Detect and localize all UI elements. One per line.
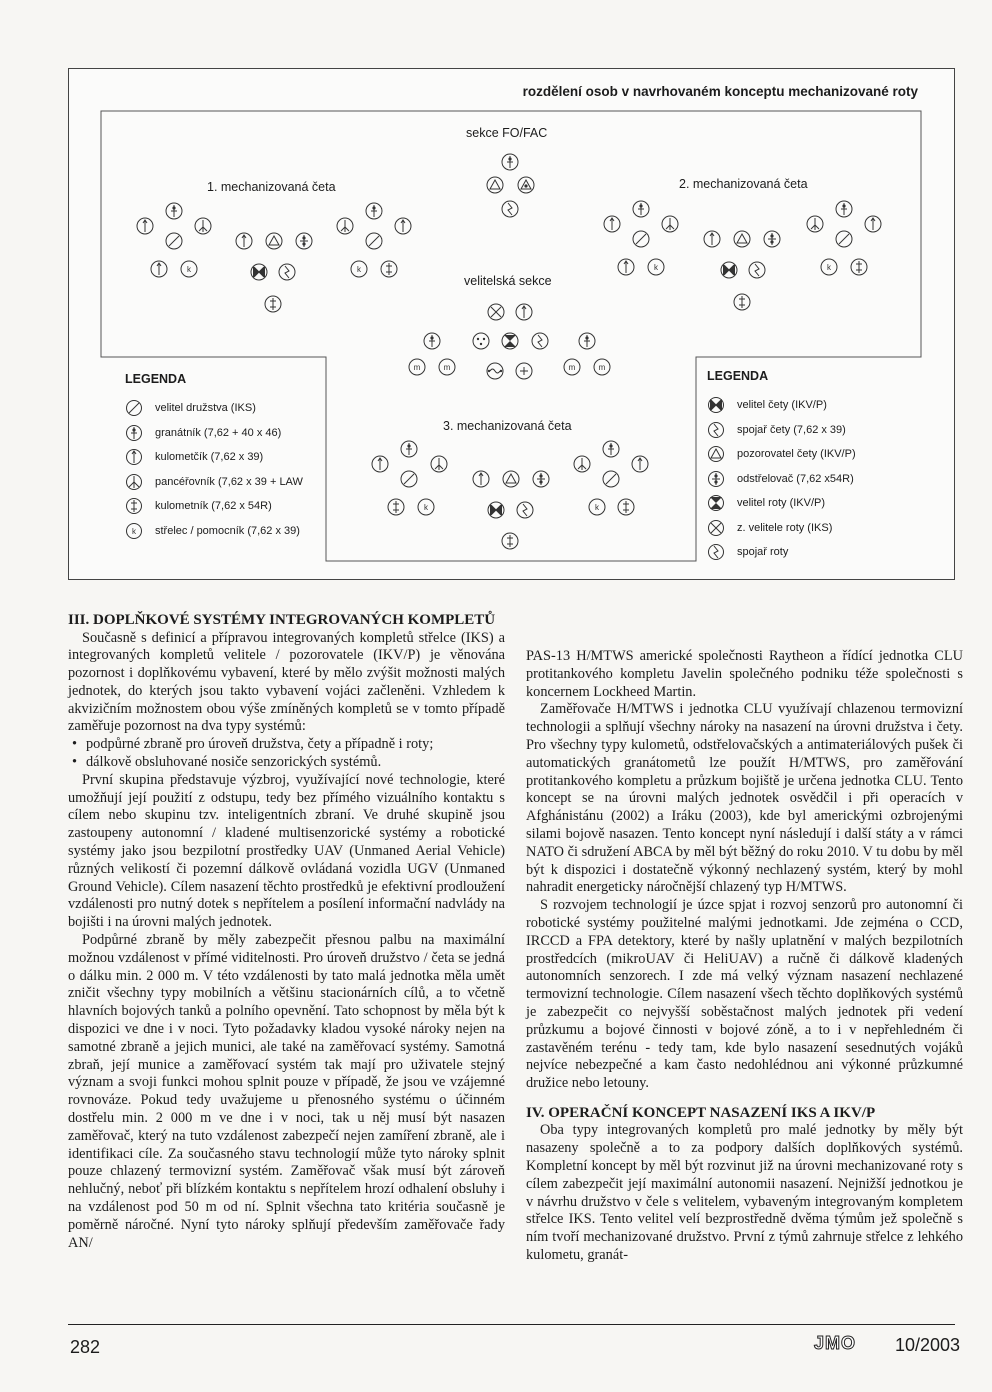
slash-circle-icon	[401, 471, 417, 487]
legend-item-label: střelec / pomocník (7,62 x 39)	[155, 524, 300, 537]
legend-item	[707, 491, 856, 516]
slash-circle-icon	[836, 231, 852, 247]
machine-gunner-icon	[704, 231, 720, 247]
peace-icon	[662, 216, 678, 232]
paragraph: PAS-13 H/MTWS americké společnosti Raytheon a řídící jednotka CLU protitankového kompletu Javelin společného podniku téže společnosti s koncernem Lockheed Martin.	[526, 648, 963, 700]
paragraph: Zaměřovače H/MTWS i jednotka CLU využívají chlazenou termovizní technologii a splňují všechny nároky na nasazení na úrovni družstva i čety. Pro všechny typy kulometů, odstřelovačských a antimateriálových pušek či automatických granátometů lze použít H/MTWS, pro zaměřování protitankového kompletu a průzkum bojiště je určena jednotka CLU. Tento koncept se na úrovni malých jednotek osvědčil i při operacích v Afghánistánu (2002) a Iráku (2003), kde byl americkými ozbrojenými silami bojově nasazen. Tento koncept nyní následují i další státy a v rámci NATO či sdružení ABCA by měl být běžný do roku 2010. V tu dobu by měl být k dispozici i dostatečně výkonný nechlazený systém, který by mohl nahradit energeticky náročnější chlazený typ H/MTWS.	[526, 701, 963, 896]
legend-item-label: velitel družstva (IKS)	[155, 402, 256, 415]
paragraph: Oba typy integrovaných kompletů pro malé jednotky by měly být nasazeny společně a to za podpory dalších doplňkových systémů. Kompletní koncept by měl být rozvinut již na úrovni mechanizované roty s cílem zabezpečit její maximální autonomii nasazení. Nejnižší jednotkou je v návrhu družstvo v čele s velitelem, vybaveným integrovaným kompletem střelce IKS. Tento velitel velí bezprostředně dvěma týmům jež společně s ním tvoří mechanizované družstvo. První z týmů zahrnuje střelce z lehkého kulometu, granát-	[526, 1122, 963, 1263]
legend-item-label: pozorovatel čety (IKV/P)	[737, 448, 856, 461]
legend-item	[125, 519, 303, 544]
svg-text:k: k	[132, 526, 136, 536]
slash-circle-icon	[633, 231, 649, 247]
heavy-gunner-icon	[502, 533, 518, 549]
k-icon	[821, 259, 837, 275]
peace-icon	[337, 218, 353, 234]
observer-icon	[709, 447, 724, 462]
legend-item	[125, 421, 303, 446]
heavy-gunner-icon	[734, 294, 750, 310]
machine-gunner-icon	[632, 456, 648, 472]
machine-gunner-icon	[125, 448, 143, 466]
legend-item-label: kulometník (7,62 x 54R)	[155, 500, 272, 513]
section-heading-3: III. DOPLŇKOVÉ SYSTÉMY INTEGROVANÝCH KOMPLETŮ	[68, 612, 496, 628]
k-icon	[125, 522, 143, 540]
legend-item-label: spojař čety (7,62 x 39)	[737, 423, 846, 436]
k-icon	[418, 499, 434, 515]
machine-gunner-icon	[236, 233, 252, 249]
machine-gunner-icon	[865, 216, 881, 232]
legend-item-label: odstřelovač (7,62 x54R)	[737, 472, 854, 485]
k-icon	[351, 261, 367, 277]
legend-item-label: velitel roty (IKV/P)	[737, 497, 826, 510]
diagram-title: rozdělení osob v navrhovaném konceptu mechanizované roty	[522, 84, 918, 99]
legend-item-label: velitel čety (IKV/P)	[737, 399, 827, 412]
bullet-list	[68, 736, 505, 772]
legend-item	[707, 516, 856, 541]
legend-item	[707, 442, 856, 467]
heavy-gunner-icon	[127, 499, 142, 514]
peace-icon	[195, 218, 211, 234]
radio-icon	[517, 502, 533, 518]
svg-text:m: m	[568, 363, 576, 372]
antitank-icon	[125, 473, 143, 491]
machine-gunner-icon	[151, 261, 167, 277]
dots-icon	[473, 333, 489, 349]
k-icon	[589, 499, 605, 515]
peace-icon	[431, 456, 447, 472]
grenadier-icon	[603, 441, 619, 457]
legend-item	[125, 494, 303, 519]
sniper-icon	[764, 231, 780, 247]
observer-icon	[503, 471, 519, 487]
radio-icon	[749, 262, 765, 278]
slash-circle-icon	[603, 471, 619, 487]
heavy-gunner-icon	[618, 499, 634, 515]
grenadier-icon	[401, 441, 417, 457]
observer-icon	[487, 177, 503, 193]
svg-text:k: k	[827, 263, 831, 272]
legend-item-label: pancéřovník (7,62 x 39 + LAW	[155, 475, 303, 488]
legend-item	[707, 418, 856, 443]
grenadier-icon	[633, 201, 649, 217]
radio-icon	[502, 201, 518, 217]
legend-item-label: kulometčík (7,62 x 39)	[155, 451, 264, 464]
platoon-leader-icon	[707, 396, 725, 414]
radio-icon	[709, 545, 724, 560]
machine-gunner-icon	[473, 471, 489, 487]
svg-text:k: k	[424, 503, 428, 512]
machine-gunner-icon	[516, 304, 532, 320]
legend-right-title: LEGENDA	[707, 369, 769, 383]
column-left	[68, 612, 505, 1252]
grenadier-icon	[579, 333, 595, 349]
platoon-leader-icon	[488, 502, 504, 518]
grenadier-icon	[366, 203, 382, 219]
grenadier-icon	[424, 333, 440, 349]
platoon-leader-icon	[709, 398, 724, 413]
journal-logo: JMO	[814, 1333, 857, 1353]
section-heading-4: IV. OPERAČNÍ KONCEPT NASAZENÍ IKS A IKV/P	[526, 1104, 876, 1121]
machine-gunner-icon	[395, 218, 411, 234]
slash-circle-icon	[125, 399, 143, 417]
legend-item	[707, 540, 856, 565]
company-commander-icon	[709, 496, 724, 511]
article-body	[68, 612, 963, 1312]
machine-gunner-icon	[372, 456, 388, 472]
legend-item-label: z. velitele roty (IKS)	[737, 521, 833, 534]
heavy-gunner-icon	[265, 296, 281, 312]
group-label-platoon-3: 3. mechanizovaná četa	[443, 419, 572, 433]
k-icon	[181, 261, 197, 277]
m-icon	[594, 359, 610, 375]
legend-item	[707, 467, 856, 492]
svg-text:k: k	[654, 263, 658, 272]
grenadier-icon	[502, 154, 518, 170]
observer-icon	[707, 445, 725, 463]
legend-item	[125, 470, 303, 495]
heavy-gunner-icon	[388, 499, 404, 515]
paragraph: Současně s definicí a přípravou integrovaných kompletů střelce (IKS) a integrovaných kompletů velitele / pozorovatele (IKV/P) je věnována pozornost i doplňkovému vybavení, které by mělo zvýšit možnosti malých jednotek, do kterých jsou takto vybavení vojáci začleněni. Vzhledem k akvizičním možnostem obou výše zmíněných kompletů se v tomto případě zaměřuje pozornost na dva typy systémů:	[68, 629, 505, 735]
sniper-icon	[533, 471, 549, 487]
column-right	[526, 648, 963, 1265]
observer-icon	[266, 233, 282, 249]
peace-icon	[807, 216, 823, 232]
legend-right	[707, 369, 856, 565]
paragraph: První skupina představuje výzbroj, využívající nové technologie, které umožňují její použití z odstupu, tedy bez přímého vizuálního kontaktu s cílem nebo skupinu tzv. inteligentních zbraní. Ve druhé skupině jsou zastoupeny autonomní / kladené multisenzorické systémy a robotické systémy jako jsou bezpilotní prostředky UAV (Unmaned Aerial Vehicle) různých velikostí či pozemní dálkově ovládaná vozidla UGV (Unmaned Ground Vehicle). Cílem nasazení těchto prostředků je efektivní prodloužení vzdálenosti pro nutný dotek s nepřítelem a posílení informační nadvlády na bojišti i na úrovni malých jednotek.	[68, 771, 505, 931]
radio-icon	[709, 422, 724, 437]
organization-diagram	[68, 68, 955, 580]
legend-item	[125, 445, 303, 470]
grenadier-icon	[125, 424, 143, 442]
svg-text:k: k	[187, 265, 191, 274]
legend-item	[707, 393, 856, 418]
group-label-fo-fac: sekce FO/FAC	[466, 126, 548, 140]
radio-icon	[707, 543, 725, 561]
svg-text:m: m	[598, 363, 606, 372]
grenadier-icon	[166, 203, 182, 219]
wave-icon	[487, 363, 503, 379]
legend-left-title: LEGENDA	[125, 372, 187, 386]
page-number: 282	[70, 1337, 101, 1357]
k-icon	[127, 523, 142, 538]
radio-icon	[707, 421, 725, 439]
grenadier-icon	[127, 425, 142, 440]
machine-gunner-icon	[618, 259, 634, 275]
platoon-leader-icon	[721, 262, 737, 278]
m-icon	[564, 359, 580, 375]
observer-icon	[734, 231, 750, 247]
issue-number: 10/2003	[895, 1335, 961, 1355]
m-icon	[409, 359, 425, 375]
group-label-command: velitelská sekce	[464, 274, 552, 288]
heavy-gunner-icon	[381, 261, 397, 277]
slash-circle-icon	[166, 233, 182, 249]
deputy-icon	[707, 519, 725, 537]
plus-icon	[516, 363, 532, 379]
sniper-icon	[709, 471, 724, 486]
machine-gunner-icon	[604, 216, 620, 232]
heavy-gunner-icon	[125, 497, 143, 515]
company-commander-icon	[502, 333, 518, 349]
company-commander-icon	[707, 494, 725, 512]
slash-circle-icon	[127, 401, 142, 416]
paragraph: S rozvojem technologií je úzce spjat i rozvoj senzorů pro autonomní či robotické systémy použitelné malými jednotkami. Jde zejména o CCD, IRCCD a FPA detektory, které by našly uplatnění v malých bezpilotních prostředcích (mikroUAV či HeliUAV) a ručně či dálkově kladených autonomních senzorech. I zde má velký význam nasazení nechlazené termovizní technologie. Cílem nasazení všech těchto doplňkových systémů je zabezpečit co nejvyšší soběstačnost malých jednotek při vedení průzkumu a bojové činnosti v bojové zóně, a to i v nepřehledném či zastavěném terénu - tedy tam, kde bylo nasazení sesednutých vojáků nejvíce nebezpečné a kam často nedohlédnou ani výkonné průzkumné družice nebo letouny.	[526, 897, 963, 1092]
svg-text:m: m	[443, 363, 451, 372]
antitank-icon	[127, 474, 142, 489]
svg-text:k: k	[595, 503, 599, 512]
footer-rule	[68, 1324, 955, 1325]
legend-item	[125, 396, 303, 421]
heavy-gunner-icon	[851, 259, 867, 275]
paragraph: Podpůrné zbraně by měly zabezpečit přesnou palbu na maximální možnou vzdálenost v přímé viditelnosti. Pro úroveň družstvo / četa se jedná o dálku min. 2 000 m. V této vzdálenosti by tato malá jednotka měla umět zničit všechny typy mobilních a většinu stacionárních cílů, a to včetně hlavních bojových tanků a polního opevnění. Tato schopnost by měla být k dispozici ve dne i v noci. Tyto požadavky kladou vysoké nároky nejen na samotné zbraně a jejich munici, ale také na zaměřovací systémy. Samotná zbraň, její munice a zaměřovací systém tak mají pro uživatele stejný význam a svoji funkci mohou splnit pouze v případě, že jsou ve vzájemné rovnováze. Pokud tedy uvažujeme u přenosného systému o účinném dostřelu min. 2 000 m ve dne i v noci, tak u něj musí být nasazen zaměřovač, který na tuto vzdálenost zabezpečí nejen zamíření zbraně, ale i identifikaci cíle. Za současného stavu technologií může tyto nároky splnit pouze chlazený termovizní systém. Zaměřovač však musí být zároveň nehlučný, neboť při blízkém kontaktu s nepřítelem hrozí odhalení obsluhy i na vzdálenost pod 50 m od ní. Splnit všechna tato kritéria současně je poměrně náročné. Nyní tyto nároky splňují především zaměřovače řady AN/	[68, 932, 505, 1251]
sniper-icon	[707, 470, 725, 488]
legend-left-items	[125, 396, 303, 543]
bullet-item: • podpůrné zbraně pro úroveň družstva, čety a případně i roty;	[86, 736, 505, 754]
observer-dot-icon	[518, 177, 534, 193]
deputy-icon	[709, 520, 724, 535]
bullet-item: • dálkově obsluhované nosiče senzorických systémů.	[86, 754, 505, 772]
machine-gunner-icon	[127, 450, 142, 465]
machine-gunner-icon	[137, 218, 153, 234]
radio-icon	[279, 264, 295, 280]
grenadier-icon	[836, 201, 852, 217]
group-label-platoon-2: 2. mechanizovaná četa	[679, 177, 808, 191]
peace-icon	[574, 456, 590, 472]
deputy-icon	[488, 304, 504, 320]
group-label-platoon-1: 1. mechanizovaná četa	[207, 180, 336, 194]
legend-item-label: spojař roty	[737, 546, 789, 559]
platoon-leader-icon	[251, 264, 267, 280]
svg-text:k: k	[357, 265, 361, 274]
radio-icon	[532, 333, 548, 349]
slash-circle-icon	[366, 233, 382, 249]
sniper-icon	[296, 233, 312, 249]
svg-text:m: m	[413, 363, 421, 372]
legend-item-label: granátník (7,62 + 40 x 46)	[155, 426, 282, 439]
legend-right-items	[707, 393, 856, 565]
k-icon	[648, 259, 664, 275]
m-icon	[439, 359, 455, 375]
legend-left	[125, 372, 303, 543]
